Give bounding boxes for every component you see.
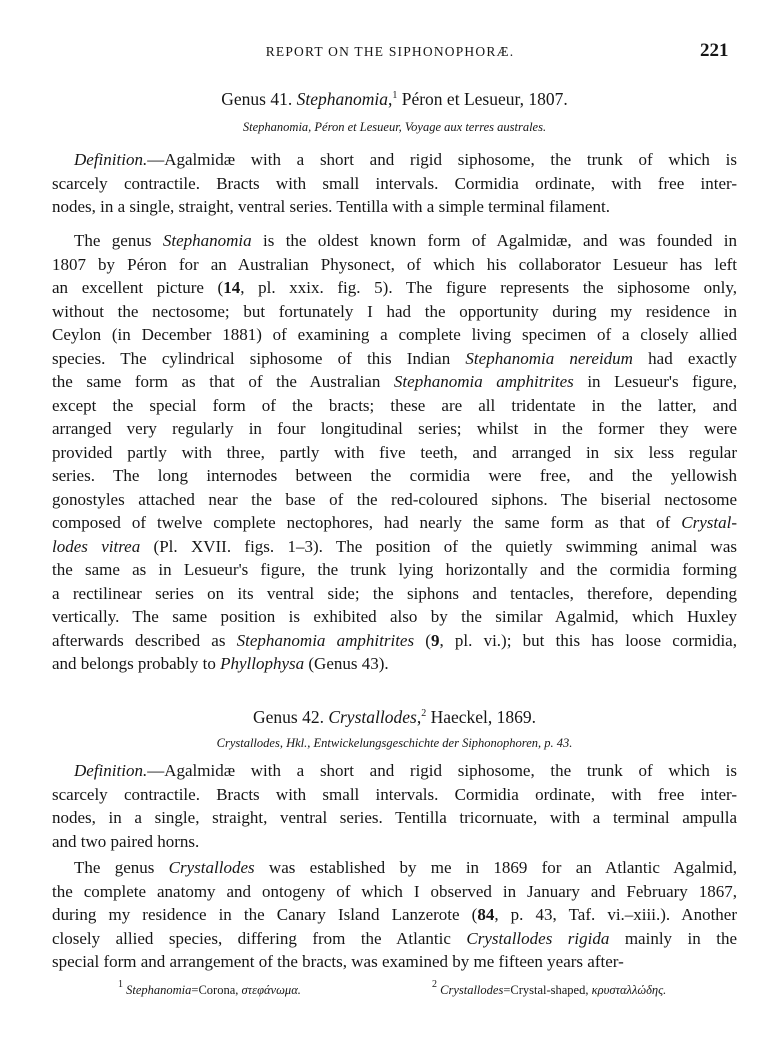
text-run: scarcely contractile. Bracts with small intervals. Cormidia ordinate, with free inter- (52, 173, 737, 193)
footnote-marker: 1 (392, 90, 398, 101)
text-run: , Péron et Lesueur, Voyage aux terres australes. (308, 120, 547, 134)
footnote-2 (432, 979, 667, 998)
text-line (52, 441, 737, 465)
text-run: Genus 41. (221, 89, 297, 109)
page-number: 221 (700, 40, 729, 61)
text-line (52, 806, 737, 830)
genus-41-heading (52, 88, 737, 110)
text-run: (Genus 43). (304, 654, 389, 673)
text-run: a rectilinear series on its ventral side; the siphons and tentacles, therefore, depending (52, 583, 737, 603)
bold-reference: 9 (430, 630, 440, 650)
text-run: gonostyles attached near the base of the red-coloured siphons. The biserial nectosome (52, 489, 737, 509)
text-run: =Crystal-shaped, (503, 983, 592, 997)
italic-text: Definition. (74, 150, 148, 169)
text-line (52, 148, 737, 172)
italic-text: κρυσταλλώδης. (591, 983, 667, 997)
text-line (52, 927, 737, 951)
text-run: Genus 42. (252, 707, 329, 727)
text-line (52, 172, 737, 196)
text-line (52, 558, 737, 582)
text-line (52, 903, 737, 927)
text-line (52, 582, 737, 606)
text-run: (Pl. XVII. figs. 1–3). The position of the quietly swimming animal was (140, 536, 737, 556)
text-run: the same as in Lesueur's figure, the trunk lying horizontally and the cormidia forming (52, 560, 737, 579)
text-run: arranged very regularly in four longitudinal series; whilst in the former they were (52, 419, 737, 438)
italic-text: Crystallodes (216, 736, 280, 750)
text-run: —Agalmidæ with a short and rigid siphosome, the trunk of which is (147, 761, 737, 780)
genus-41-citation (52, 119, 737, 135)
text-line (52, 830, 737, 854)
italic-text: Phyllophysa (220, 654, 305, 673)
text-run: composed of twelve complete nectophores, had nearly the same form as that of (52, 513, 682, 532)
italic-text: Definition. (74, 761, 148, 780)
italic-text: Stephanomia (242, 120, 309, 134)
text-run: and belongs probably to (52, 654, 221, 673)
footnote-marker: 1 (118, 979, 123, 990)
text-line (52, 464, 737, 488)
italic-text: στεφάνωμα. (241, 983, 301, 997)
italic-text: lodes vitrea (52, 536, 141, 556)
italic-text: Crystallodes rigida (466, 928, 610, 948)
text-run: the complete anatomy and ontogeny of which I observed in January and February 1867, (52, 881, 737, 901)
text-run: Ceylon (in December 1881) of examining a complete living specimen of a closely allied (52, 325, 737, 344)
text-line (52, 783, 737, 807)
italic-text: Crystallodes (328, 707, 417, 727)
italic-text: Stephanomia (162, 231, 252, 250)
footnote-marker: 2 (432, 979, 437, 990)
text-line (52, 629, 737, 653)
text-line (52, 276, 737, 300)
italic-text: Stephanomia amphitrites (236, 630, 415, 650)
text-run: , p. 43, Taf. vi.–xiii.). Another (494, 905, 737, 924)
footnote-1 (118, 979, 301, 998)
text-run: special form and arrangement of the bracts, was examined by me fifteen years after- (52, 952, 624, 971)
text-run: provided partly with three, partly with five teeth, and arranged in six less regular (52, 442, 737, 462)
text-line (52, 880, 737, 904)
text-line (52, 652, 737, 676)
italic-text: Stephanomia (296, 89, 388, 109)
text-run: mainly in the (609, 928, 737, 948)
text-run: Péron et Lesueur, 1807. (397, 89, 568, 109)
genus-42-heading (52, 706, 737, 728)
text-run: series. The long internodes between the cormidia were free, and the yellowish (52, 466, 737, 485)
italic-text: Crystallodes (440, 983, 504, 997)
text-line (52, 417, 737, 441)
text-line (52, 300, 737, 324)
text-line (52, 488, 737, 512)
text-run: , pl. vi.); but this has loose cormidia, (439, 630, 737, 650)
italic-text: Stephanomia (126, 983, 192, 997)
bold-reference: 84 (477, 905, 495, 924)
text-run: The genus (74, 231, 163, 250)
text-run: is the oldest known form of Agalmidæ, and was founded in (251, 231, 737, 250)
text-run: afterwards described as (52, 630, 237, 650)
italic-text: Stephanomia amphitrites (393, 372, 574, 391)
text-run: , (416, 707, 422, 727)
bold-reference: 14 (223, 278, 241, 297)
text-run: , pl. xxix. fig. 5). The figure represents the siphosome only, (240, 278, 737, 297)
genus-42-citation (52, 735, 737, 751)
text-line (52, 605, 737, 629)
text-line (52, 856, 737, 880)
text-run: had exactly (632, 348, 737, 368)
text-run: nodes, in a single, straight, ventral series. Tentilla tricornuate, with a terminal ampulla (52, 808, 737, 827)
text-run: Haeckel, 1869. (426, 707, 537, 727)
text-run: , (387, 89, 393, 109)
text-run: during my residence in the Canary Island Lanzerote ( (52, 905, 478, 924)
text-run: species. The cylindrical siphosome of this Indian (52, 348, 466, 368)
genus-42-paragraph (52, 856, 737, 974)
text-line (52, 347, 737, 371)
text-run: ( (414, 630, 431, 650)
text-line (52, 323, 737, 347)
text-line (52, 759, 737, 783)
italic-text: Stephanomia nereidum (465, 348, 633, 368)
text-run: was established by me in 1869 for an Atlantic Agalmid, (254, 858, 737, 877)
text-line (52, 253, 737, 277)
text-line (52, 535, 737, 559)
text-run: The genus (74, 858, 169, 877)
running-head: REPORT ON THE SIPHONOPHORÆ. (265, 44, 515, 59)
text-run: except the special form of the bracts; these are all tridentate in the latter, and (52, 395, 737, 415)
text-run: 1807 by Péron for an Australian Physonect, of which his collaborator Lesueur has left (52, 254, 737, 274)
text-run: vertically. The same position is exhibited also by the similar Agalmid, which Huxley (52, 607, 737, 626)
text-run: scarcely contractile. Bracts with small intervals. Cormidia ordinate, with free inter- (52, 784, 737, 804)
text-run: an excellent picture ( (52, 278, 224, 297)
text-run: without the nectosome; but fortunately I had the opportunity during my residence in (52, 301, 737, 321)
italic-text: Crystal- (681, 513, 737, 532)
text-run: in Lesueur's figure, (573, 372, 737, 391)
footnote-marker: 2 (421, 708, 427, 719)
text-run: closely allied species, differing from the Atlantic (52, 928, 467, 948)
text-run: =Corona, (191, 983, 242, 997)
text-run: —Agalmidæ with a short and rigid siphosome, the trunk of which is (147, 150, 737, 169)
text-run: the same form as that of the Australian (52, 372, 394, 391)
genus-42-definition (52, 759, 737, 853)
text-line (52, 229, 737, 253)
italic-text: Crystallodes (168, 858, 255, 877)
text-run: and two paired horns. (52, 831, 200, 851)
text-run: , Hkl., Entwickelungsgeschichte der Siphonophoren, p. 43. (279, 736, 573, 750)
text-line (52, 950, 737, 974)
text-line (52, 370, 737, 394)
genus-41-paragraph (52, 229, 737, 676)
text-line (52, 195, 737, 219)
text-line (52, 511, 737, 535)
text-line (52, 394, 737, 418)
genus-41-definition (52, 148, 737, 219)
text-run: nodes, in a single, straight, ventral series. Tentilla with a simple terminal filament. (52, 197, 610, 216)
